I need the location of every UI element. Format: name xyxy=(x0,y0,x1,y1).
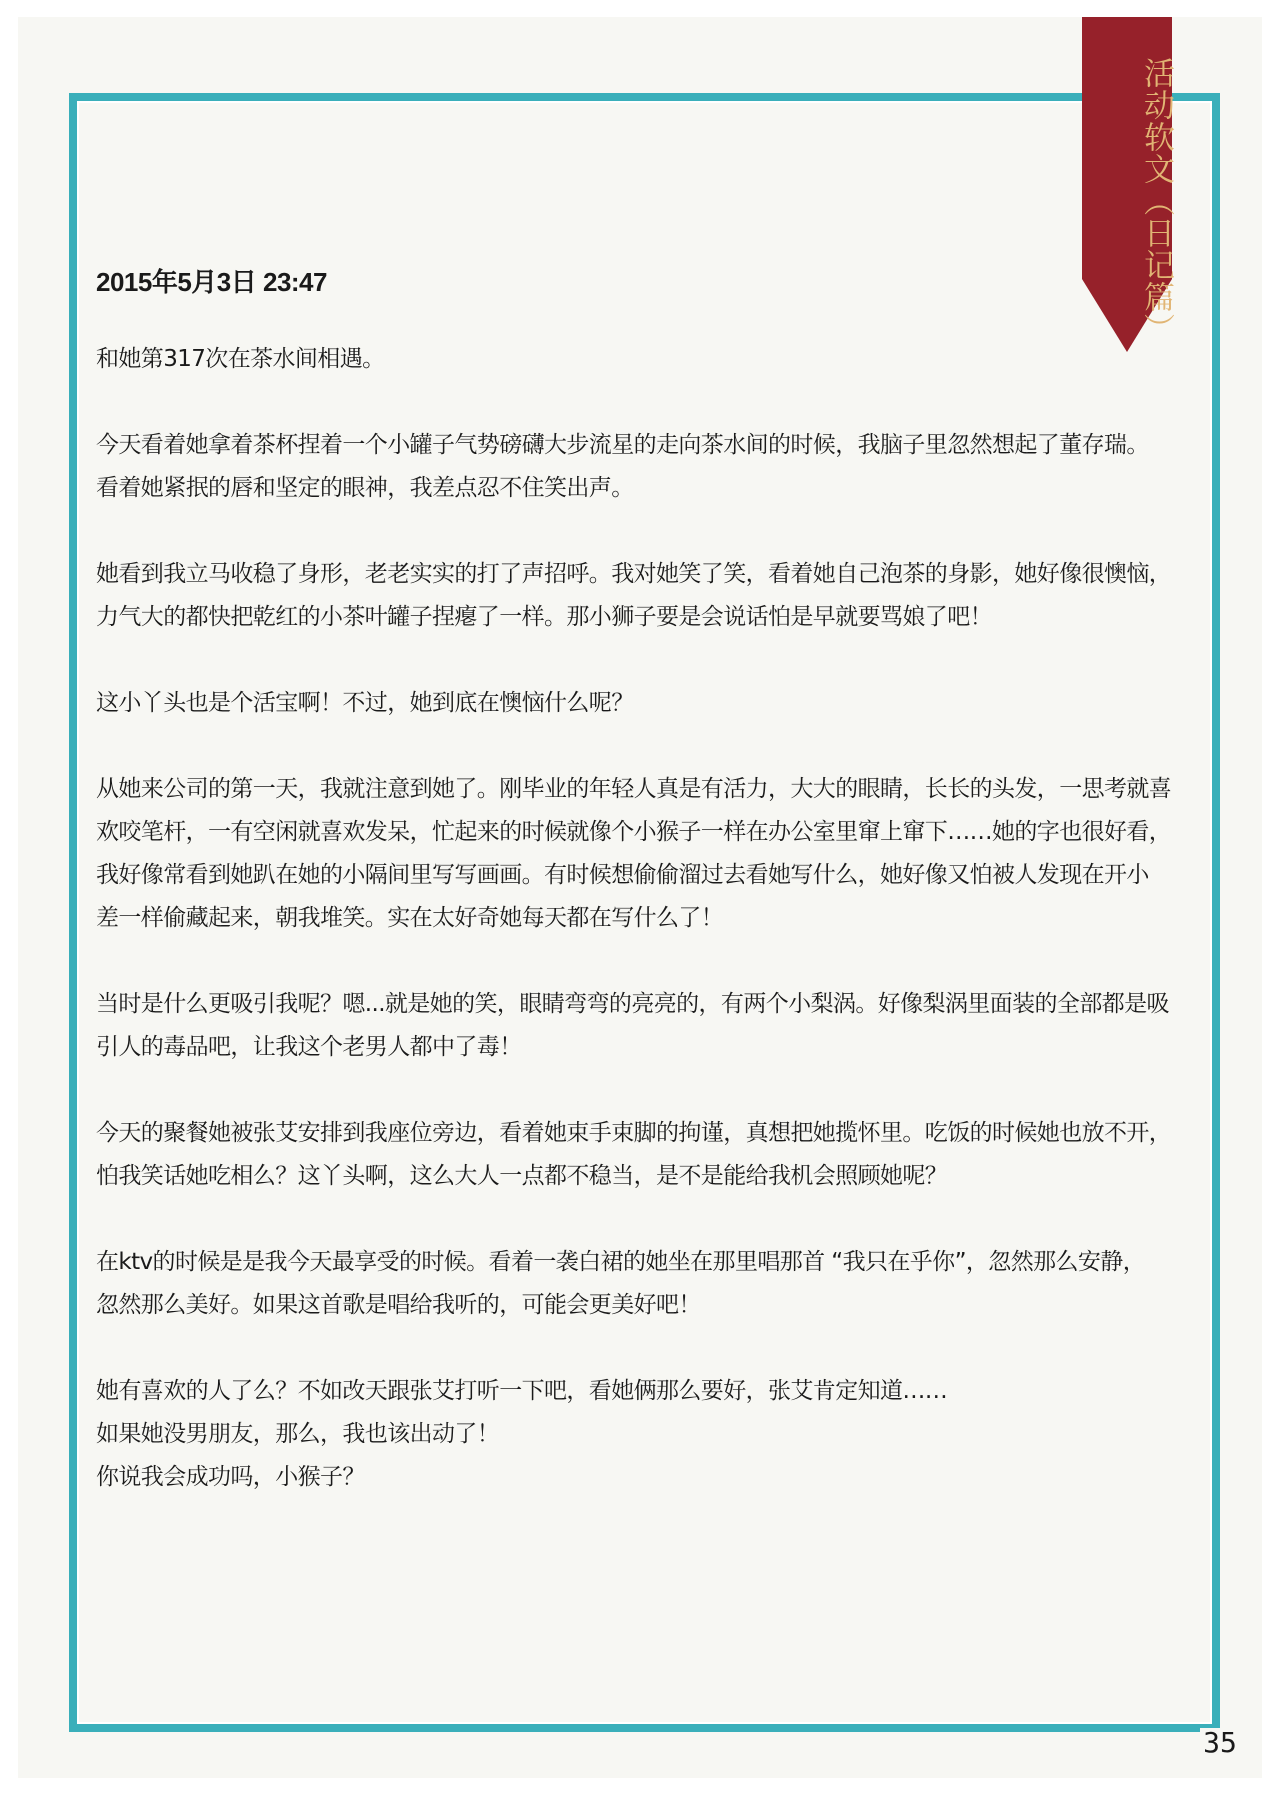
text-line: 欢咬笔杆，一有空闲就喜欢发呆，忙起来的时候就像个小猴子一样在办公室里窜上窜下……她的字也很好看， xyxy=(96,819,1172,845)
text-line: 我好像常看到她趴在她的小隔间里写写画画。有时候想偷偷溜过去看她写什么，她好像又怕被人发现在开小 xyxy=(96,862,1149,888)
paragraph xyxy=(96,553,1206,639)
text-line: 今天的聚餐她被张艾安排到我座位旁边，看着她束手束脚的拘谨，真想把她揽怀里。吃饭的时候她也放不开， xyxy=(96,1120,1172,1146)
text-line: 这小丫头也是个活宝啊！不过，她到底在懊恼什么呢？ xyxy=(96,690,634,716)
paragraph xyxy=(96,682,1206,725)
paragraph xyxy=(96,1112,1206,1198)
ribbon-label: 活动软文（日记篇） xyxy=(1138,57,1174,345)
paragraph xyxy=(96,983,1206,1069)
paragraph xyxy=(96,768,1206,940)
text-line: 今天看着她拿着茶杯捏着一个小罐子气势磅礴大步流星的走向茶水间的时候，我脑子里忽然想起了董存瑞。 xyxy=(96,432,1149,458)
paragraph xyxy=(96,1370,1206,1499)
text-line: 和她第317次在茶水间相遇。 xyxy=(96,346,385,372)
text-line: 你说我会成功吗，小猴子？ xyxy=(96,1464,365,1490)
text-line: 看着她紧抿的唇和坚定的眼神，我差点忍不住笑出声。 xyxy=(96,475,634,501)
text-line: 引人的毒品吧，让我这个老男人都中了毒！ xyxy=(96,1034,522,1060)
text-line: 从她来公司的第一天，我就注意到她了。刚毕业的年轻人真是有活力，大大的眼睛，长长的头发，一思考就喜 xyxy=(96,776,1172,802)
paragraph xyxy=(96,1241,1206,1327)
text-line: 差一样偷藏起来，朝我堆笑。实在太好奇她每天都在写什么了！ xyxy=(96,905,724,931)
text-line: 当时是什么更吸引我呢？嗯...就是她的笑，眼睛弯弯的亮亮的，有两个小梨涡。好像梨涡里面装的全部都是吸 xyxy=(96,991,1169,1017)
text-line: 在ktv的时候是是我今天最享受的时候。看着一袭白裙的她坐在那里唱那首 “我只在乎你”，忽然那么安静， xyxy=(96,1249,1146,1275)
diary-entry xyxy=(96,262,1206,1542)
paragraph xyxy=(96,424,1206,510)
text-line: 她看到我立马收稳了身形，老老实实的打了声招呼。我对她笑了笑，看着她自己泡茶的身影，她好像很懊恼， xyxy=(96,561,1172,587)
text-line: 力气大的都快把乾红的小茶叶罐子捏瘪了一样。那小狮子要是会说话怕是早就要骂娘了吧！ xyxy=(96,604,993,630)
text-line: 怕我笑话她吃相么？这丫头啊，这么大人一点都不稳当，是不是能给我机会照顾她呢？ xyxy=(96,1163,948,1189)
text-line: 她有喜欢的人了么？不如改天跟张艾打听一下吧，看她俩那么要好，张艾肯定知道…… xyxy=(96,1378,948,1404)
paragraph xyxy=(96,338,1206,381)
entry-datetime: 2015年5月3日 23:47 xyxy=(96,267,327,297)
page-number: 35 xyxy=(1200,1728,1240,1758)
text-line: 忽然那么美好。如果这首歌是唱给我听的，可能会更美好吧！ xyxy=(96,1292,701,1318)
text-line: 如果她没男朋友，那么，我也该出动了！ xyxy=(96,1421,500,1447)
